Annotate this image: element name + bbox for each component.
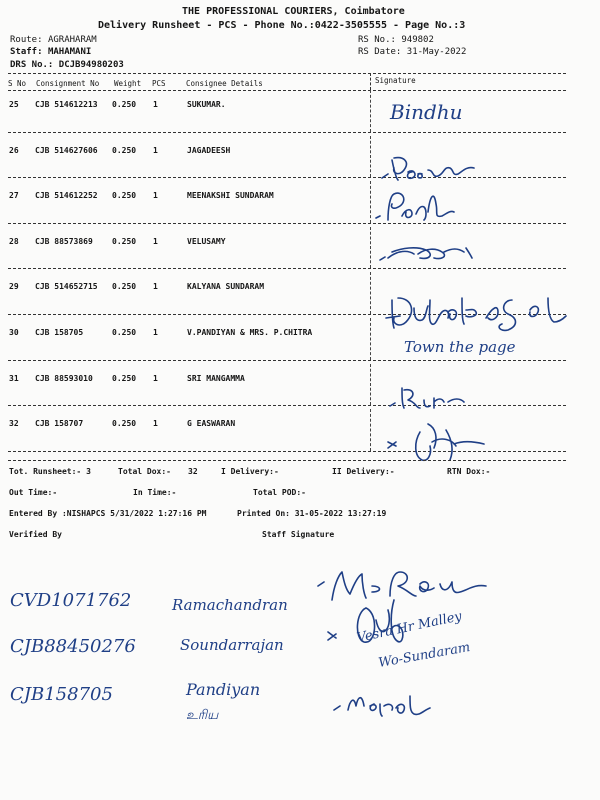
total-dox — [118, 467, 171, 476]
signature-col-divider — [370, 318, 371, 360]
row-sno: 28 — [9, 236, 19, 246]
row-weight: 0.250 — [112, 419, 137, 429]
signature-col-divider — [370, 181, 371, 223]
row-consignment-no: CJB 158707 — [35, 419, 84, 429]
footer-divider — [8, 460, 566, 461]
row-consignment-no: CJB 514612213 — [35, 100, 98, 109]
staff-value: MAHAMANI — [47, 47, 92, 57]
row-weight: 0.250 — [112, 191, 137, 201]
signature-col-divider — [370, 272, 371, 314]
handwritten-name-2: Soundarrajan — [180, 636, 284, 654]
signature-large-3-icon — [330, 690, 440, 720]
col-signature: Signature — [375, 76, 416, 85]
signature-row-30: Town the page — [404, 338, 516, 356]
row-consignment-no: CJB 514627606 — [35, 145, 98, 155]
signature-row-26-icon — [378, 150, 498, 190]
signature-row-29-icon — [382, 290, 582, 340]
handwritten-extra-name: உரிய — [186, 708, 219, 723]
row-sno: 26 — [9, 145, 19, 155]
route-value: AGRAHARAM — [47, 35, 97, 45]
row-pcs: 1 — [153, 373, 158, 383]
staff-line — [10, 47, 91, 57]
handwritten-name-1: Ramachandran — [172, 596, 288, 614]
signature-col-divider — [370, 73, 371, 90]
row-consignee: MEENAKSHI SUNDARAM — [187, 191, 274, 201]
rs-no-line — [358, 35, 434, 45]
col-weight: Weight — [114, 79, 142, 88]
header-divider-bottom — [8, 90, 566, 91]
row-weight: 0.250 — [112, 373, 137, 383]
row-pcs: 1 — [153, 100, 158, 109]
row-pcs: 1 — [153, 236, 158, 246]
handwritten-signature-text-2: Wo-Sundaram — [377, 640, 472, 671]
entered-by: Entered By :NISHAPCS 5/31/2022 1:27:16 PM — [9, 509, 207, 518]
signature-col-divider — [370, 90, 371, 132]
rs-no-value: 949802 — [401, 35, 434, 45]
signature-col-divider — [370, 136, 371, 178]
row-consignee: G EASWARAN — [187, 419, 236, 429]
row-consignee: SRI MANGAMMA — [187, 373, 245, 383]
row-pcs: 1 — [153, 419, 158, 429]
drs-value: DCJB94980203 — [58, 60, 124, 70]
total-dox-label: Total Dox:- — [118, 467, 171, 476]
drs-label: DRS No.: — [10, 60, 54, 70]
in-time: In Time:- — [133, 488, 177, 497]
row-consignment-no: CJB 158705 — [35, 328, 84, 337]
row-consignee: SUKUMAR. — [187, 100, 226, 109]
row-consignee: V.PANDIYAN & MRS. P.CHITRA — [187, 328, 313, 337]
row-weight: 0.250 — [112, 236, 137, 246]
out-time: Out Time:- — [9, 488, 58, 497]
col-consignee: Consignee Details — [186, 79, 263, 88]
row-sno: 32 — [9, 419, 19, 429]
rs-date-value: 31-May-2022 — [406, 47, 467, 57]
signature-col-divider — [370, 364, 371, 406]
row-weight: 0.250 — [112, 328, 137, 337]
handwritten-number-2: CJB88450276 — [10, 636, 136, 657]
row-weight: 0.250 — [112, 145, 137, 155]
row-weight: 0.250 — [112, 100, 137, 109]
i-delivery: I Delivery:- — [221, 467, 279, 476]
route-line — [10, 35, 97, 45]
verified-by: Verified By — [9, 530, 62, 539]
row-consignee: JAGADEESH — [187, 145, 231, 155]
rs-no-label: RS No.: — [358, 35, 396, 45]
row-pcs: 1 — [153, 191, 158, 201]
row-consignment-no: CJB 514612252 — [35, 191, 98, 201]
staff-signature-label: Staff Signature — [262, 530, 335, 539]
total-pod: Total POD:- — [253, 488, 306, 497]
handwritten-number-3: CJB158705 — [10, 684, 113, 705]
row-sno: 29 — [9, 282, 19, 292]
row-pcs: 1 — [153, 328, 158, 337]
row-weight: 0.250 — [112, 282, 137, 292]
signature-row-27-icon — [372, 186, 472, 230]
row-sno: 31 — [9, 373, 19, 383]
printed-on: Printed On: 31-05-2022 13:27:19 — [237, 509, 387, 518]
signature-col-divider — [370, 227, 371, 269]
row-consignment-no: CJB 88593010 — [35, 373, 93, 383]
col-consignment: Consignment No — [36, 79, 100, 88]
document-subtitle: Delivery Runsheet - PCS - Phone No.:0422-3505555 - Page No.:3 — [98, 20, 466, 31]
row-consignment-no: CJB 514652715 — [35, 282, 98, 292]
row-divider — [8, 223, 566, 224]
rs-date-line — [358, 47, 466, 57]
row-sno: 25 — [9, 100, 19, 109]
staff-label: Staff: — [10, 47, 43, 57]
row-sno: 27 — [9, 191, 19, 201]
handwritten-name-3: Pandiyan — [186, 680, 261, 699]
document-title: THE PROFESSIONAL COURIERS, Coimbatore — [182, 6, 405, 17]
row-pcs: 1 — [153, 145, 158, 155]
row-consignee: VELUSAMY — [187, 236, 226, 246]
col-pcs: PCS — [152, 79, 166, 88]
rs-date-label: RS Date: — [358, 47, 402, 57]
handwritten-number-1: CVD1071762 — [10, 590, 132, 611]
row-divider — [8, 360, 566, 361]
drs-line — [10, 60, 124, 70]
header-divider-top — [8, 73, 566, 74]
row-divider — [8, 268, 566, 269]
signature-row-25: Bindhu — [390, 100, 463, 124]
row-pcs: 1 — [153, 282, 158, 292]
col-sno: S No — [8, 79, 27, 88]
row-consignment-no: CJB 88573869 — [35, 236, 93, 246]
total-dox-value: 32 — [188, 467, 198, 476]
handwritten-signature-text: Vesra Hr Malley — [355, 609, 464, 646]
signature-row-28-icon — [374, 238, 504, 268]
ii-delivery: II Delivery:- — [332, 467, 395, 476]
row-consignee: KALYANA SUNDARAM — [187, 282, 265, 292]
row-divider — [8, 405, 566, 406]
tot-runsheet: Tot. Runsheet:- 3 — [9, 467, 91, 476]
rtn-dox: RTN Dox:- — [447, 467, 491, 476]
signature-row-31-icon — [386, 384, 476, 414]
row-divider — [8, 132, 566, 133]
route-label: Route: — [10, 35, 43, 45]
row-sno: 30 — [9, 328, 19, 337]
signature-col-divider — [370, 409, 371, 451]
